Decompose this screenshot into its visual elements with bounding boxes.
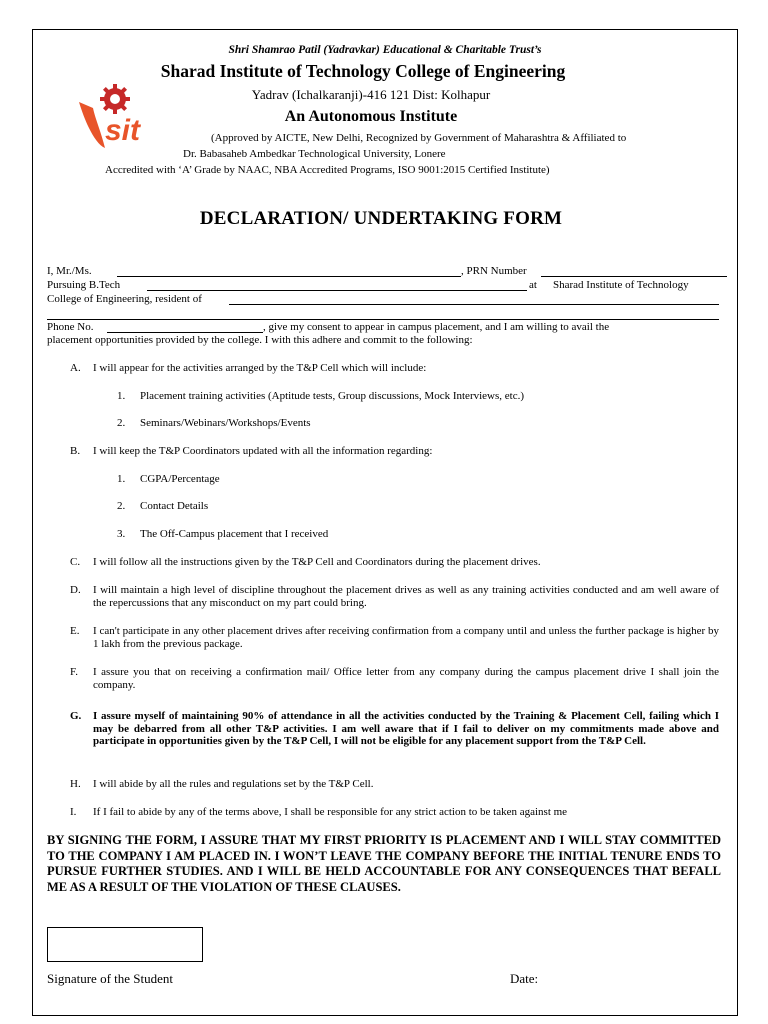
consent-text-2: placement opportunities provided by the college. I with this adhere and commit to the following:: [47, 334, 473, 346]
prn-field[interactable]: [541, 276, 727, 277]
address-field[interactable]: [229, 304, 719, 305]
prn-label: , PRN Number: [461, 265, 527, 277]
commitment-statement: BY SIGNING THE FORM, I ASSURE THAT MY FIRST PRIORITY IS PLACEMENT AND I WILL STAY COMMITTED TO THE COMPANY I AM PLACED IN. I WON’T LEAVE THE COMPANY BEFORE THE INITIAL TENURE ENDS TO PURSUE FURTHER STUDIES. AND I WILL BE HELD ACCOUNTABLE FOR ANY CONSEQUENCES THAT BEFALL ME AS A RESULT OF THE VIOLATION OF THESE CLAUSES.: [47, 833, 721, 894]
college-address: Yadrav (Ichalkaranji)-416 121 Dist: Kolhapur: [251, 87, 491, 102]
approval-line-1: (Approved by AICTE, New Delhi, Recognized by Government of Maharashtra & Affiliated to: [211, 132, 627, 144]
resident-label: College of Engineering, resident of: [47, 293, 202, 305]
address-field-continued[interactable]: [47, 319, 719, 320]
branch-field[interactable]: [147, 290, 527, 291]
name-label: I, Mr./Ms.: [47, 265, 92, 277]
trust-name: Shri Shamrao Patil (Yadravkar) Educational & Charitable Trust’s: [228, 44, 542, 56]
pursuing-label: Pursuing B.Tech: [47, 279, 121, 291]
signature-label: Signature of the Student: [47, 971, 174, 986]
phone-label: Phone No.: [47, 321, 94, 333]
signature-box[interactable]: [47, 927, 203, 962]
date-label: Date:: [510, 971, 539, 986]
accreditation-line: Accredited with ‘A’ Grade by NAAC, NBA Accredited Programs, ISO 9001:2015 Certified Institute): [105, 164, 550, 176]
college-name: Sharad Institute of Technology College of Engineering: [160, 61, 566, 81]
phone-field[interactable]: [107, 332, 263, 333]
form-page: sit Shri Shamrao Patil (Yadravkar) Educational & Charitable Trust’s Sharad Institute of Technology College of Engineering Yadrav (Ichalkaranji)-416 121 Dist: Kolhapur An Autonomous Institute (Approved by AICTE, New Delhi, Recognized by Government of Maharashtra & Affiliated to Dr. Babasaheb Ambedkar Technological University, Lonere Accredited with ‘A’ Grade by NAAC, NBA Accredited Programs, ISO 9001:2015 Certified Institute) DECLARATION/ UNDERTAKING FORM I, Mr./Ms. , PRN Number Pursuing B.Tech at Sharad Institute of Technology College of Engineering, resident of Phone No. , give my consent to appear in campus placement, and I am willing to avail the placement opportunities provided by the college. I with this adhere and commit to the following: A. I will appear for the activities arranged by the T&P Cell which will include: 1. Placement training activities (Aptitude tests, Group discussions, Mock Interviews, etc.) 2. Seminars/Webinars/Workshops/Events B. I will keep the T&P Coordinators updated with all the information regarding: 1. CGPA/Percentage 2. Contact Details 3. The Off-Campus placement that I received C. I will follow all the instructions given by the T&P Cell and Coordinators during the placement drives. D. I will maintain a high level of discipline throughout the placement drives as well as any training activities conducted and am well aware of the repercussions that any misconduct on my part could bring. E. I can't participate in any other placement drives after receiving confirmation from a company until and unless the further package is higher by 1 lakh from the previous package. F. I assure you that on receiving a confirmation mail/ Office letter from any company during the campus placement drive I shall join the company. G. I assure myself of maintaining 90% of attendance in all the activities conducted by the Training & Placement Cell, failing which I may be debarred from all other T&P activities. I am well aware that if I fail to deliver on my commitments made above and participate in opportunities given by the T&P Cell, I will not be eligible for any placement support from the T&P Cell. H. I will abide by all the rules and regulations set by the T&P Cell. I. If I fail to abide by any of the terms above, I shall be responsible for any strict action to be taken against me BY SIGNING THE FORM, I ASSURE THAT MY FIRST PRIORITY IS PLACEMENT AND I WILL STAY COMMITTED TO THE COMPANY I AM PLACED IN. I WON’T LEAVE THE COMPANY BEFORE THE INITIAL TENURE ENDS TO PURSUE FURTHER STUDIES. AND I WILL BE HELD ACCOUNTABLE FOR ANY CONSEQUENCES THAT BEFALL ME AS A RESULT OF THE VIOLATION OF THESE CLAUSES. Signature of the Student Date:: [32, 29, 738, 1016]
autonomous-label: An Autonomous Institute: [284, 108, 458, 125]
at-label: at: [529, 279, 537, 291]
form-title: DECLARATION/ UNDERTAKING FORM: [199, 208, 563, 229]
consent-text-1: , give my consent to appear in campus placement, and I am willing to avail the: [263, 321, 610, 333]
name-field[interactable]: [117, 276, 461, 277]
institute-name-tail: Sharad Institute of Technology: [553, 279, 689, 291]
approval-line-2: Dr. Babasaheb Ambedkar Technological University, Lonere: [183, 148, 446, 160]
logo-text: sit: [105, 114, 141, 147]
